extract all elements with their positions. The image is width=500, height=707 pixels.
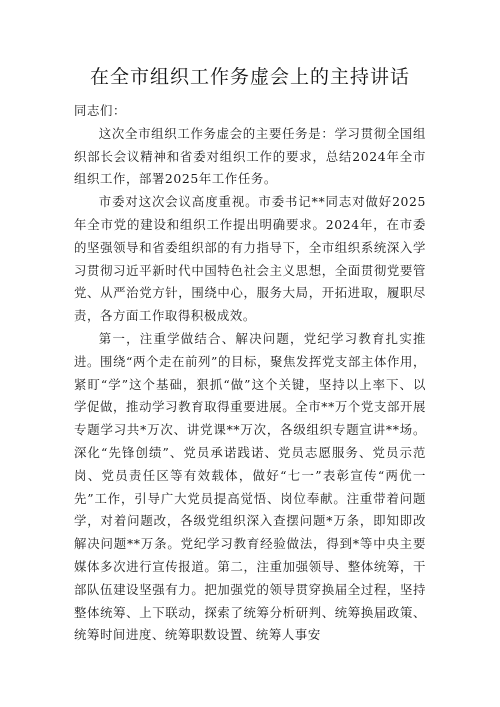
document-body	[74, 100, 426, 647]
paragraph-intro: 这次全市组织工作务虚会的主要任务是：学习贯彻全国组织部长会议精神和省委对组织工作的要求，总结2024年全市组织工作，部署2025年工作任务。	[74, 125, 426, 187]
paragraph-summary: 市委对这次会议高度重视。市委书记**同志对做好2025年全市党的建设和组织工作提出明确要求。2024年，在市委的坚强领导和省委组织部的有力指导下，全市组织系统深入学习贯彻习近平新时代中国特色社会主义思想，全面贯彻党要管党、从严治党方针，围绕中心，服务大局，开拓进取，履职尽责，各方面工作取得积极成效。	[74, 194, 426, 324]
salutation: 同志们：	[74, 103, 126, 118]
paragraph-first-point: 第一，注重学做结合、解决问题，党纪学习教育扎实推进。围绕“两个走在前列”的目标，聚焦发挥党支部主体作用，紧盯“学”这个基础，狠抓“做”这个关键，坚持以上率下、以学促做，推动学习教育取得重要进展。全市**万个党支部开展专题学习共*万次、讲党课**万次，各级组织专题宣讲**场。深化“先锋创绩”、党员承诺践诺、党员志愿服务、党员示范岗、党员责任区等有效载体，做好“七一”表彰宣传“两优一先”工作，引导广大党员提高觉悟、岗位奉献。注重带着问题学，对着问题改，各级党组织深入查摆问题*万条，即知即改解决问题**万条。党纪学习教育经验做法，得到*等中央主要媒体多次进行宣传报道。第二，注重加强领导、整体统筹，干部队伍建设坚强有力。把加强党的领导贯穿换届全过程，坚持整体统筹、上下联动，探索了统筹分析研判、统筹换届政策、统筹时间进度、统筹职数设置、统筹人事安	[74, 330, 426, 643]
page-title: 在全市组织工作务虚会上的主持讲话	[89, 66, 410, 88]
